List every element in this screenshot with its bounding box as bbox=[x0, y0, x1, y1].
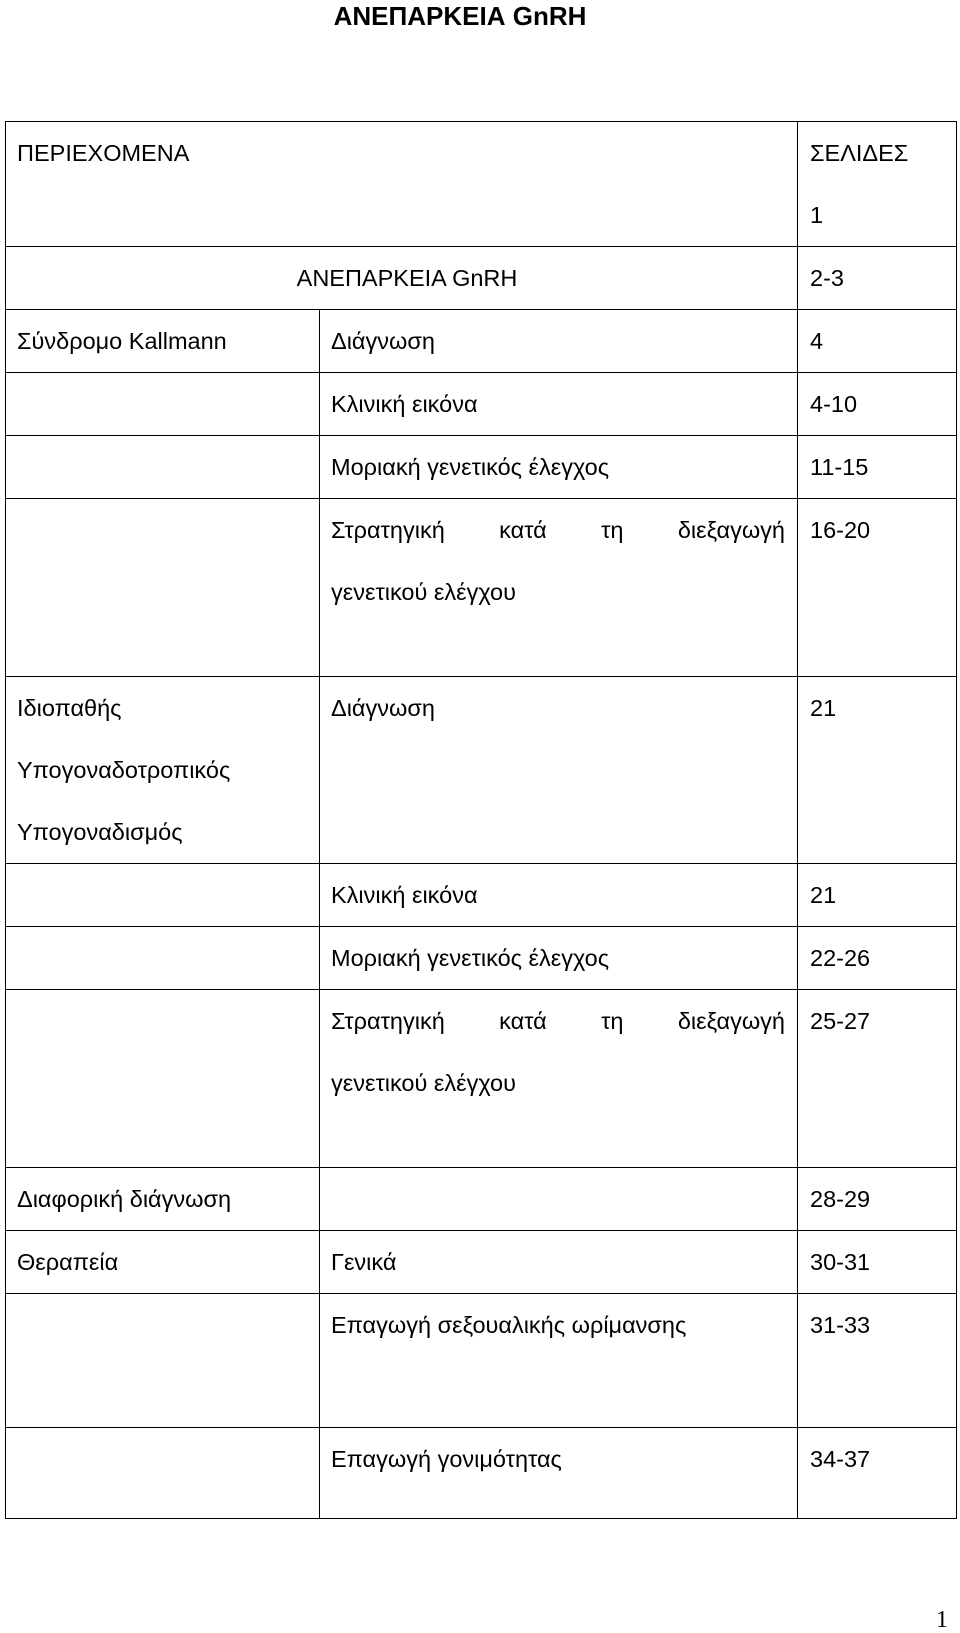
toc-topic: Επαγωγή σεξουαλικής ωρίμανσης bbox=[320, 1294, 798, 1428]
toc-section: Διαφορική διάγνωση bbox=[6, 1168, 320, 1231]
toc-pages: 4-10 bbox=[798, 373, 957, 436]
table-row bbox=[6, 310, 957, 373]
toc-header-row bbox=[6, 122, 957, 247]
table-row bbox=[6, 1168, 957, 1231]
toc-section bbox=[6, 927, 320, 990]
toc-section bbox=[6, 1294, 320, 1428]
toc-topic: Κλινική εικόνα bbox=[320, 373, 798, 436]
toc-section: Σύνδρομο Kallmann bbox=[6, 310, 320, 373]
toc-pages: 2-3 bbox=[798, 247, 957, 310]
toc-pages: 11-15 bbox=[798, 436, 957, 499]
toc-section: Θεραπεία bbox=[6, 1231, 320, 1294]
toc-pages: 34-37 bbox=[798, 1428, 957, 1519]
toc-pages: 30-31 bbox=[798, 1231, 957, 1294]
table-row bbox=[6, 1231, 957, 1294]
toc-topic: ΑΝΕΠΑΡΚΕΙΑ GnRH bbox=[6, 247, 798, 310]
toc-pages: 22-26 bbox=[798, 927, 957, 990]
toc-topic bbox=[320, 1168, 798, 1231]
table-row bbox=[6, 990, 957, 1168]
toc-section-line: Υπογοναδισμός bbox=[17, 819, 183, 845]
toc-topic bbox=[320, 499, 798, 677]
table-row bbox=[6, 499, 957, 677]
toc-topic: Επαγωγή γονιμότητας bbox=[320, 1428, 798, 1519]
pages-heading: ΣΕΛΙΔΕΣ bbox=[810, 140, 909, 166]
toc-topic-line: γενετικού ελέγχου bbox=[331, 579, 516, 605]
toc-header-pages bbox=[798, 122, 957, 247]
toc-topic: Διάγνωση bbox=[320, 677, 798, 864]
table-row bbox=[6, 677, 957, 864]
table-row bbox=[6, 1428, 957, 1519]
toc-topic: Μοριακή γενετικός έλεγχος bbox=[320, 927, 798, 990]
table-row bbox=[6, 247, 957, 310]
toc-section bbox=[6, 436, 320, 499]
table-row bbox=[6, 373, 957, 436]
toc-pages: 31-33 bbox=[798, 1294, 957, 1428]
toc-topic-line: γενετικού ελέγχου bbox=[331, 1070, 516, 1096]
page-number: 1 bbox=[936, 1607, 948, 1633]
toc-header-contents: ΠΕΡΙΕΧΟΜΕΝΑ bbox=[6, 122, 798, 247]
toc-section bbox=[6, 864, 320, 927]
table-row bbox=[6, 927, 957, 990]
toc-section bbox=[6, 677, 320, 864]
toc-topic: Κλινική εικόνα bbox=[320, 864, 798, 927]
pages-heading-value: 1 bbox=[810, 202, 824, 228]
table-row bbox=[6, 1294, 957, 1428]
toc-pages: 21 bbox=[798, 677, 957, 864]
toc-section-line: Υπογοναδοτροπικός bbox=[17, 757, 231, 783]
table-of-contents bbox=[5, 121, 957, 1519]
toc-topic-line: Στρατηγική κατά τη διεξαγωγή bbox=[331, 1008, 785, 1034]
toc-topic-line: Στρατηγική κατά τη διεξαγωγή bbox=[331, 517, 785, 543]
toc-topic: Διάγνωση bbox=[320, 310, 798, 373]
toc-section bbox=[6, 373, 320, 436]
toc-pages: 21 bbox=[798, 864, 957, 927]
toc-topic: Μοριακή γενετικός έλεγχος bbox=[320, 436, 798, 499]
toc-section bbox=[6, 499, 320, 677]
toc-pages: 16-20 bbox=[798, 499, 957, 677]
toc-topic: Γενικά bbox=[320, 1231, 798, 1294]
toc-pages: 28-29 bbox=[798, 1168, 957, 1231]
toc-section bbox=[6, 990, 320, 1168]
toc-topic bbox=[320, 990, 798, 1168]
toc-pages: 25-27 bbox=[798, 990, 957, 1168]
table-row bbox=[6, 436, 957, 499]
toc-pages: 4 bbox=[798, 310, 957, 373]
table-row bbox=[6, 864, 957, 927]
document-title: ΑΝΕΠΑΡΚΕΙΑ GnRH bbox=[333, 1, 587, 31]
toc-section-line: Ιδιοπαθής bbox=[17, 695, 122, 721]
toc-section bbox=[6, 1428, 320, 1519]
